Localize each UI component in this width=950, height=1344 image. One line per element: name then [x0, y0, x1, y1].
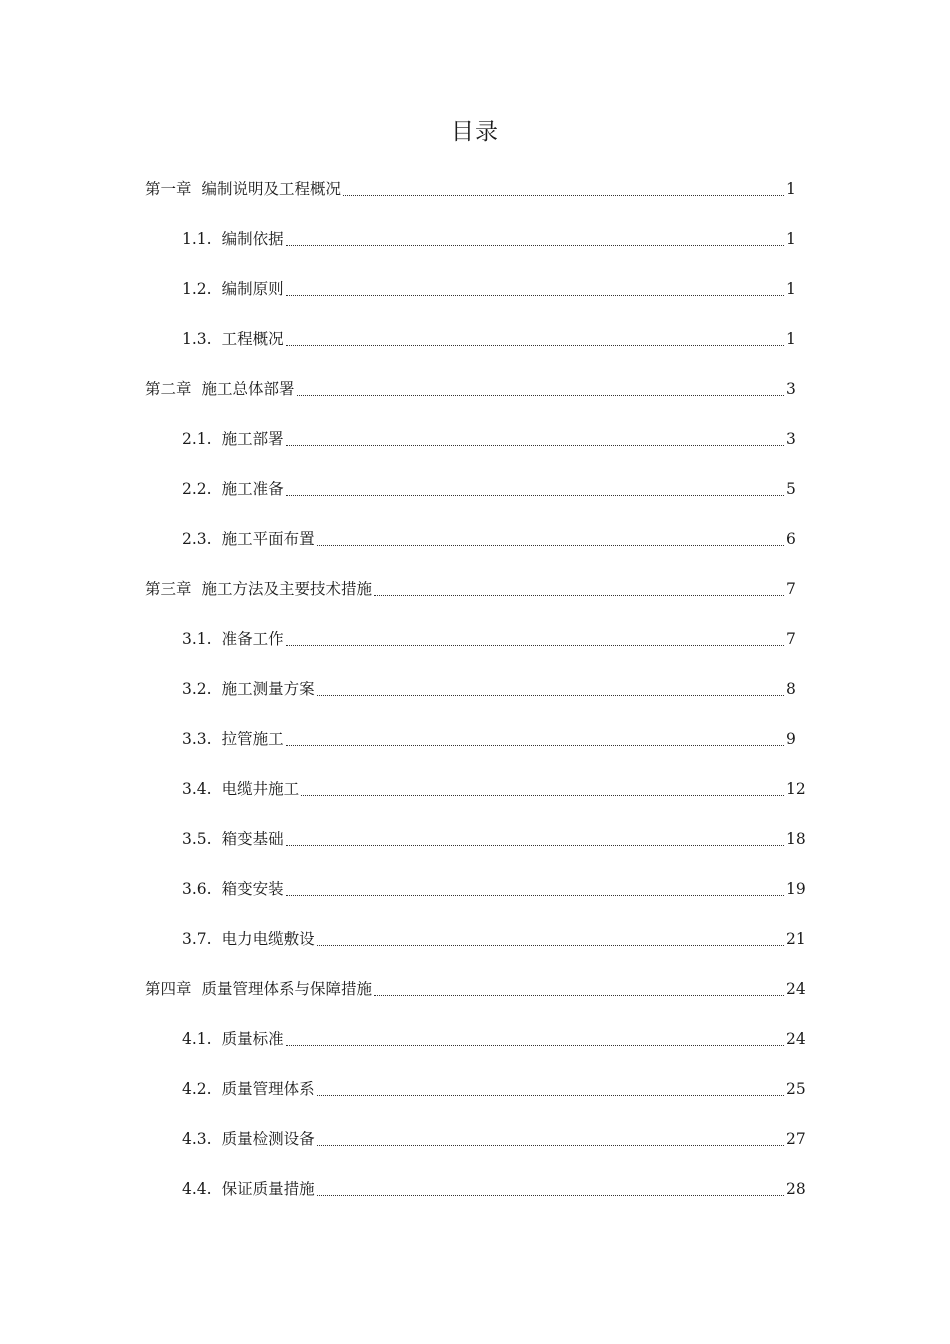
toc-page-number: 3	[786, 380, 796, 398]
toc-dot-leader	[286, 224, 784, 246]
toc-section-entry[interactable]	[0, 824, 950, 874]
toc-page-number: 7	[786, 580, 796, 598]
toc-page-number: 5	[786, 480, 796, 498]
toc-entry-label	[182, 924, 315, 954]
toc-dot-leader	[317, 1074, 784, 1096]
toc-section-entry[interactable]	[0, 724, 950, 774]
toc-dot-leader	[317, 924, 784, 946]
toc-entry-text: 准备工作	[221, 630, 284, 648]
toc-page-number: 24	[786, 1030, 806, 1048]
toc-entry-label	[145, 374, 295, 404]
toc-section-entry[interactable]	[0, 674, 950, 724]
toc-title: 目录	[451, 119, 499, 145]
toc-section-entry[interactable]	[0, 874, 950, 924]
toc-list	[0, 174, 950, 1224]
toc-entry-number: 第一章	[145, 180, 192, 198]
toc-dot-leader	[317, 1174, 784, 1196]
toc-page-number: 1	[786, 330, 796, 348]
toc-entry-text: 工程概况	[221, 330, 284, 348]
toc-dot-leader	[317, 1124, 784, 1146]
toc-entry-text: 电缆井施工	[221, 780, 300, 798]
toc-entry-text: 拉管施工	[221, 730, 284, 748]
toc-section-entry[interactable]	[0, 274, 950, 324]
toc-entry-text: 编制原则	[221, 280, 284, 298]
toc-dot-leader	[286, 624, 784, 646]
toc-entry-text: 施工测量方案	[221, 680, 315, 698]
toc-entry-number: 1.1.	[182, 230, 212, 248]
toc-page-number: 1	[786, 180, 796, 198]
toc-entry-number: 2.3.	[182, 530, 212, 548]
toc-dot-leader	[374, 574, 784, 596]
toc-entry-label	[182, 524, 315, 554]
toc-entry-number: 2.2.	[182, 480, 212, 498]
toc-entry-number: 4.1.	[182, 1030, 212, 1048]
toc-entry-number: 4.4.	[182, 1180, 212, 1198]
toc-entry-text: 质量管理体系	[221, 1080, 315, 1098]
toc-dot-leader	[317, 524, 784, 546]
toc-section-entry[interactable]	[0, 1074, 950, 1124]
toc-section-entry[interactable]	[0, 1124, 950, 1174]
toc-entry-number: 第三章	[145, 580, 192, 598]
toc-page-number: 28	[786, 1180, 806, 1198]
toc-entry-label	[145, 174, 341, 204]
toc-page-number: 25	[786, 1080, 806, 1098]
toc-page-number: 3	[786, 430, 796, 448]
toc-dot-leader	[374, 974, 784, 996]
toc-section-entry[interactable]	[0, 224, 950, 274]
toc-page-number: 27	[786, 1130, 806, 1148]
toc-entry-label	[145, 574, 372, 604]
toc-page-number: 12	[786, 780, 806, 798]
toc-entry-label	[182, 424, 284, 454]
toc-entry-label	[182, 1024, 284, 1054]
toc-chapter-entry[interactable]	[0, 574, 950, 624]
toc-dot-leader	[286, 274, 784, 296]
toc-entry-label	[182, 824, 284, 854]
toc-entry-number: 3.5.	[182, 830, 212, 848]
toc-entry-number: 3.3.	[182, 730, 212, 748]
toc-section-entry[interactable]	[0, 1174, 950, 1224]
toc-entry-text: 施工方法及主要技术措施	[201, 580, 373, 598]
toc-entry-label	[145, 974, 372, 1004]
toc-chapter-entry[interactable]	[0, 174, 950, 224]
toc-dot-leader	[297, 374, 784, 396]
toc-dot-leader	[286, 724, 784, 746]
toc-entry-number: 第二章	[145, 380, 192, 398]
toc-entry-number: 3.1.	[182, 630, 212, 648]
toc-entry-label	[182, 224, 284, 254]
toc-page-number: 24	[786, 980, 806, 998]
toc-entry-label	[182, 724, 284, 754]
toc-page-number: 9	[786, 730, 796, 748]
toc-dot-leader	[286, 824, 784, 846]
toc-entry-label	[182, 674, 315, 704]
toc-entry-label	[182, 624, 284, 654]
toc-entry-text: 施工总体部署	[201, 380, 295, 398]
toc-dot-leader	[317, 674, 784, 696]
toc-entry-label	[182, 324, 284, 354]
toc-entry-number: 4.2.	[182, 1080, 212, 1098]
toc-section-entry[interactable]	[0, 324, 950, 374]
toc-section-entry[interactable]	[0, 524, 950, 574]
toc-entry-number: 3.6.	[182, 880, 212, 898]
toc-entry-text: 编制依据	[221, 230, 284, 248]
toc-entry-text: 施工准备	[221, 480, 284, 498]
toc-entry-text: 质量标准	[221, 1030, 284, 1048]
toc-page-number: 7	[786, 630, 796, 648]
toc-entry-text: 编制说明及工程概况	[201, 180, 342, 198]
toc-entry-label	[182, 1074, 315, 1104]
toc-entry-label	[182, 274, 284, 304]
toc-entry-number: 1.2.	[182, 280, 212, 298]
toc-dot-leader	[286, 1024, 784, 1046]
toc-entry-text: 施工平面布置	[221, 530, 315, 548]
toc-entry-text: 箱变安装	[221, 880, 284, 898]
toc-page-number: 6	[786, 530, 796, 548]
toc-page-number: 1	[786, 230, 796, 248]
toc-dot-leader	[286, 424, 784, 446]
toc-entry-number: 1.3.	[182, 330, 212, 348]
toc-section-entry[interactable]	[0, 424, 950, 474]
toc-chapter-entry[interactable]	[0, 974, 950, 1024]
toc-dot-leader	[286, 874, 784, 896]
toc-entry-text: 保证质量措施	[221, 1180, 315, 1198]
toc-entry-text: 施工部署	[221, 430, 284, 448]
toc-entry-number: 3.4.	[182, 780, 212, 798]
toc-dot-leader	[301, 774, 784, 796]
toc-dot-leader	[286, 474, 784, 496]
toc-dot-leader	[286, 324, 784, 346]
toc-page-number: 21	[786, 930, 806, 948]
toc-entry-number: 3.7.	[182, 930, 212, 948]
toc-dot-leader	[343, 174, 784, 196]
toc-entry-label	[182, 474, 284, 504]
toc-entry-label	[182, 874, 284, 904]
toc-entry-number: 4.3.	[182, 1130, 212, 1148]
toc-page-number: 19	[786, 880, 806, 898]
toc-entry-number: 3.2.	[182, 680, 212, 698]
toc-section-entry[interactable]	[0, 924, 950, 974]
toc-entry-label	[182, 1124, 315, 1154]
toc-entry-text: 电力电缆敷设	[221, 930, 315, 948]
toc-page-number: 1	[786, 280, 796, 298]
toc-entry-text: 箱变基础	[221, 830, 284, 848]
toc-entry-label	[182, 774, 299, 804]
toc-entry-label	[182, 1174, 315, 1204]
toc-page-number: 18	[786, 830, 806, 848]
toc-chapter-entry[interactable]	[0, 374, 950, 424]
toc-entry-number: 2.1.	[182, 430, 212, 448]
toc-section-entry[interactable]	[0, 774, 950, 824]
toc-section-entry[interactable]	[0, 474, 950, 524]
toc-entry-text: 质量管理体系与保障措施	[201, 980, 373, 998]
toc-entry-text: 质量检测设备	[221, 1130, 315, 1148]
toc-entry-number: 第四章	[145, 980, 192, 998]
toc-page-number: 8	[786, 680, 796, 698]
toc-section-entry[interactable]	[0, 624, 950, 674]
toc-section-entry[interactable]	[0, 1024, 950, 1074]
